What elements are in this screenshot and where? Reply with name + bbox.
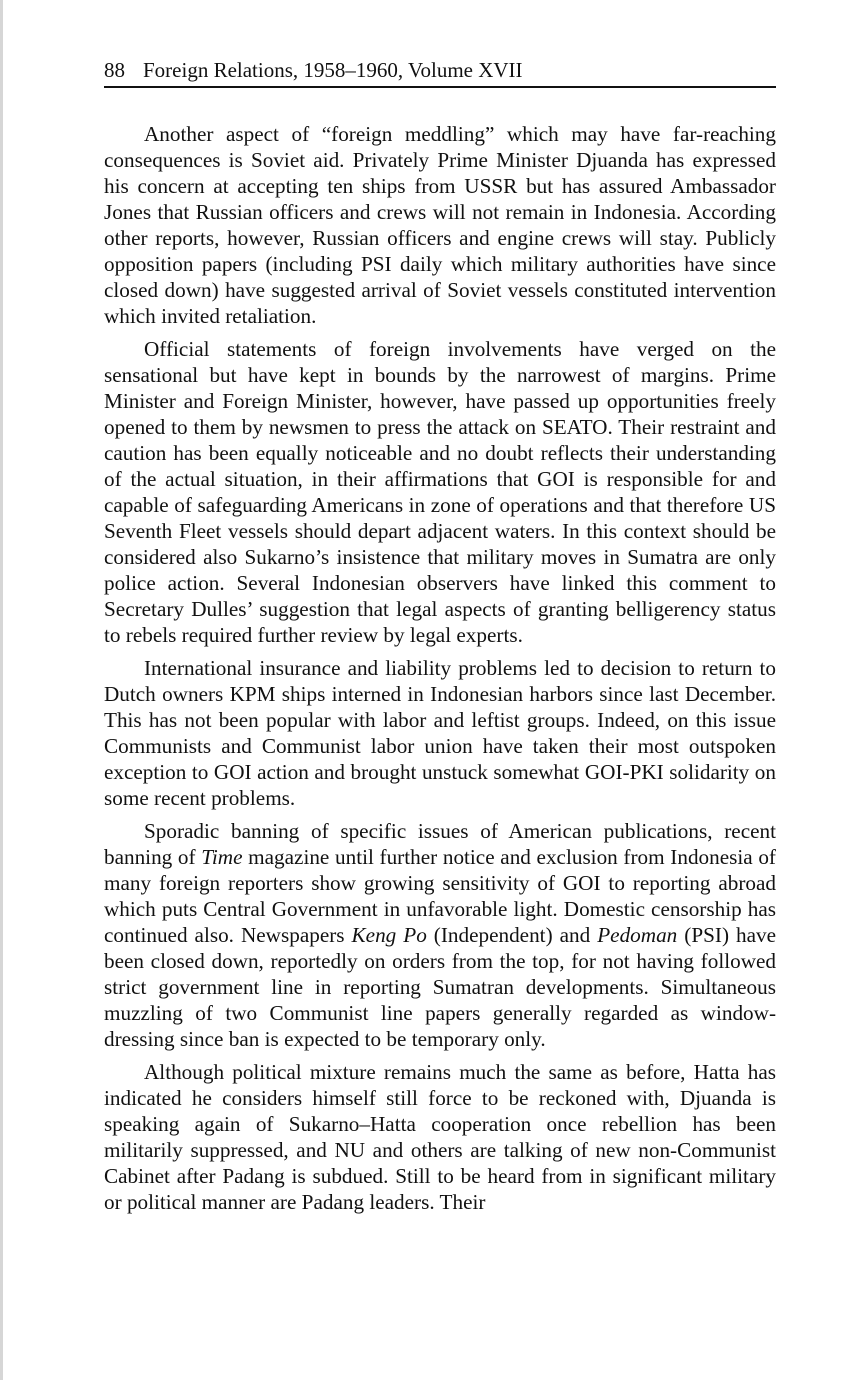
publication-pedoman: Pedoman [597, 923, 678, 947]
paragraph-kpm-ships: International insurance and liability problems led to decision to return to Dutch owners KPM ships interned in Indonesian harbors since last December. This has not been popular with labor and leftist groups. Indeed, on this issue Communists and Communist labor union have taken their most outspoken exception to GOI action and brought unstuck somewhat GOI-PKI solidarity on some recent problems. [104, 656, 776, 810]
running-header [104, 56, 776, 88]
publication-time: Time [201, 845, 243, 869]
document-page [104, 56, 776, 1222]
paragraph-official-statements: Official statements of foreign involvements have verged on the sensational but have kept in bounds by the narrowest of margins. Prime Minister and Foreign Minister, however, have passed up opportunities freely opened to them by newsmen to press the attack on SEATO. Their restraint and caution has been equally noticeable and no doubt reflects their understanding of the actual situation, in their affirmations that GOI is responsible for and capable of safeguarding Americans in zone of operations and that therefore US Seventh Fleet vessels should depart adjacent waters. In this context should be considered also Sukarno’s insistence that military moves in Sumatra are only police action. Several Indonesian observers have linked this comment to Secretary Dulles’ suggestion that legal aspects of granting belligerency status to rebels required further review by legal experts. [104, 337, 776, 647]
page-number: 88 [104, 58, 125, 82]
running-title: Foreign Relations, 1958–1960, Volume XVII [143, 58, 523, 82]
censorship-text-part-4: (PSI) have been closed down, reportedly on orders from the top, for not having followed strict government line in reporting Sumatran developments. Simultaneous muzzling of two Communist line papers generally regarded as window-dressing since ban is expected to be temporary only. [104, 923, 776, 1051]
publication-keng-po: Keng Po [351, 923, 427, 947]
censorship-text-part-2: magazine until further notice and exclusion from Indonesia of many foreign reporters show growing sensitivity of GOI to reporting abroad which puts Central Government in unfavorable light. Domestic censorship has continued also. Newspapers [104, 845, 776, 947]
body-text [104, 121, 776, 1215]
scan-edge-shadow [0, 0, 3, 1380]
censorship-text-part-1: Sporadic banning of specific issues of American publications, recent banning of [104, 819, 776, 869]
paragraph-soviet-aid: Another aspect of “foreign meddling” which may have far-reaching consequences is Soviet aid. Privately Prime Minister Djuanda has expressed his concern at accepting ten ships from USSR but has assured Ambassador Jones that Russian officers and crews will not remain in Indonesia. According other reports, however, Russian officers and engine crews will stay. Publicly opposition papers (including PSI daily which military authorities have since closed down) have suggested arrival of Soviet vessels constituted intervention which invited retaliation. [104, 122, 776, 328]
paragraph-censorship [104, 818, 776, 1052]
censorship-text-part-3: (Independent) and [426, 923, 598, 947]
paragraph-political-mixture: Although political mixture remains much the same as before, Hatta has indicated he considers himself still force to be reckoned with, Djuanda is speaking again of Sukarno–Hatta cooperation once rebellion has been militarily suppressed, and NU and others are talking of new non-Communist Cabinet after Padang is subdued. Still to be heard from in significant military or political manner are Padang leaders. Their [104, 1060, 776, 1214]
